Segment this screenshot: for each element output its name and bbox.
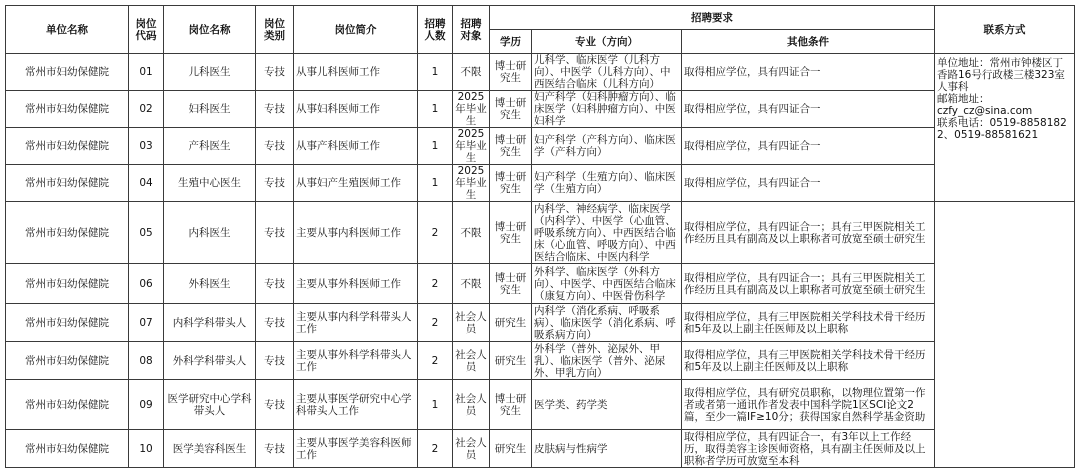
table-row (6, 264, 1075, 304)
cell-category: 专技 (256, 380, 294, 430)
cell-other: 取得相应学位，具有三甲医院相关学科技术骨干经历和5年及以上副主任医师及以上职称 (682, 304, 935, 342)
cell-position: 外科学科带头人 (164, 342, 256, 380)
header-intro: 岗位简介 (294, 6, 418, 54)
cell-intro: 主要从事医学研究中心学科带头人工作 (294, 380, 418, 430)
cell-category: 专技 (256, 128, 294, 165)
cell-education: 博士研究生 (490, 264, 532, 304)
cell-position: 外科医生 (164, 264, 256, 304)
cell-target: 不限 (453, 54, 490, 91)
cell-category: 专技 (256, 430, 294, 468)
cell-position: 产科医生 (164, 128, 256, 165)
cell-count: 1 (418, 54, 453, 91)
cell-major: 外科学（普外、泌尿外、甲乳）、临床医学（普外、泌尿外、甲乳方向） (532, 342, 682, 380)
cell-position: 儿科医生 (164, 54, 256, 91)
header-category: 岗位 类别 (256, 6, 294, 54)
table-row (6, 304, 1075, 342)
cell-education: 博士研究生 (490, 380, 532, 430)
cell-category: 专技 (256, 304, 294, 342)
cell-education: 研究生 (490, 342, 532, 380)
cell-education: 博士研究生 (490, 202, 532, 264)
contact-phone: 联系电话：0519-88581822、0519-88581621 (937, 117, 1067, 141)
cell-category: 专技 (256, 54, 294, 91)
cell-target: 不限 (453, 264, 490, 304)
header-education: 学历 (490, 30, 532, 54)
cell-position: 内科学科带头人 (164, 304, 256, 342)
cell-major: 妇产科学（生殖方向）、临床医学（生殖方向） (532, 165, 682, 202)
cell-position: 妇科医生 (164, 91, 256, 128)
cell-target: 不限 (453, 202, 490, 264)
cell-code: 03 (129, 128, 164, 165)
cell-major: 外科学、临床医学（外科方向）、中医学、中西医结合临床（康复方向）、中医骨伤科学 (532, 264, 682, 304)
cell-intro: 主要从事内科学科带头人工作 (294, 304, 418, 342)
cell-unit: 常州市妇幼保健院 (6, 165, 129, 202)
cell-education: 博士研究生 (490, 128, 532, 165)
header-other: 其他条件 (682, 30, 935, 54)
cell-other: 取得相应学位，具有四证合一；具有三甲医院相关工作经历且具有副高及以上职称者可放宽至硕士研究生 (682, 264, 935, 304)
cell-intro: 主要从事内科医师工作 (294, 202, 418, 264)
cell-unit: 常州市妇幼保健院 (6, 128, 129, 165)
cell-count: 2 (418, 304, 453, 342)
contact-cell (935, 54, 1075, 202)
cell-major: 儿科学、临床医学（儿科方向）、中医学（儿科方向）、中西医结合临床（儿科方向） (532, 54, 682, 91)
cell-position: 生殖中心医生 (164, 165, 256, 202)
cell-category: 专技 (256, 165, 294, 202)
cell-intro: 从事妇产生殖医师工作 (294, 165, 418, 202)
cell-code: 06 (129, 264, 164, 304)
cell-count: 1 (418, 380, 453, 430)
table-row (6, 128, 1075, 165)
cell-target: 社会人员 (453, 380, 490, 430)
cell-unit: 常州市妇幼保健院 (6, 91, 129, 128)
header-requirements: 招聘要求 (490, 6, 935, 30)
cell-count: 1 (418, 165, 453, 202)
cell-count: 1 (418, 91, 453, 128)
header-code: 岗位 代码 (129, 6, 164, 54)
cell-unit: 常州市妇幼保健院 (6, 380, 129, 430)
cell-count: 2 (418, 430, 453, 468)
cell-code: 08 (129, 342, 164, 380)
header-position: 岗位名称 (164, 6, 256, 54)
cell-count: 2 (418, 264, 453, 304)
cell-intro: 主要从事医学美容科医师工作 (294, 430, 418, 468)
cell-major: 内科学（消化系病、呼吸系病）、临床医学（消化系病、呼吸系病方向） (532, 304, 682, 342)
cell-code: 09 (129, 380, 164, 430)
header-major: 专业（方向） (532, 30, 682, 54)
cell-code: 10 (129, 430, 164, 468)
cell-other: 取得相应学位，具有四证合一 (682, 91, 935, 128)
header-unit: 单位名称 (6, 6, 129, 54)
cell-category: 专技 (256, 91, 294, 128)
cell-position: 内科医生 (164, 202, 256, 264)
cell-other: 取得相应学位，具有四证合一；具有三甲医院相关工作经历且具有副高及以上职称者可放宽至硕士研究生 (682, 202, 935, 264)
cell-major: 医学类、药学类 (532, 380, 682, 430)
cell-major: 皮肤病与性病学 (532, 430, 682, 468)
cell-count: 2 (418, 342, 453, 380)
cell-unit: 常州市妇幼保健院 (6, 430, 129, 468)
cell-education: 研究生 (490, 304, 532, 342)
cell-position: 医学美容科医生 (164, 430, 256, 468)
table-row (6, 165, 1075, 202)
cell-intro: 主要从事外科医师工作 (294, 264, 418, 304)
cell-code: 02 (129, 91, 164, 128)
table-row (6, 91, 1075, 128)
cell-other: 取得相应学位，具有四证合一，有3年以上工作经历，取得美容主诊医师资格，具有副主任医师及以上职称者学历可放宽至本科 (682, 430, 935, 468)
contact-email-label: 邮箱地址： (937, 93, 990, 105)
cell-count: 1 (418, 128, 453, 165)
table-row (6, 430, 1075, 468)
cell-unit: 常州市妇幼保健院 (6, 202, 129, 264)
cell-major: 妇产科学（妇科肿瘤方向）、临床医学（妇科肿瘤方向）、中医妇科学 (532, 91, 682, 128)
cell-count: 2 (418, 202, 453, 264)
cell-unit: 常州市妇幼保健院 (6, 264, 129, 304)
cell-category: 专技 (256, 202, 294, 264)
contact-address: 单位地址：常州市钟楼区丁香路16号行政楼三楼323室人事科 (937, 57, 1065, 93)
table-row (6, 54, 1075, 91)
cell-major: 内科学、神经病学、临床医学（内科学）、中医学（心血管、呼吸系统方向）、中西医结合临床（心血管、呼吸方向）、中西医结合临床、中医内科学 (532, 202, 682, 264)
cell-unit: 常州市妇幼保健院 (6, 342, 129, 380)
cell-target: 2025年毕业生 (453, 128, 490, 165)
cell-code: 05 (129, 202, 164, 264)
header-contact: 联系方式 (935, 6, 1075, 54)
cell-education: 博士研究生 (490, 91, 532, 128)
cell-code: 04 (129, 165, 164, 202)
cell-other: 取得相应学位，具有三甲医院相关学科技术骨干经历和5年及以上副主任医师及以上职称 (682, 342, 935, 380)
cell-category: 专技 (256, 342, 294, 380)
recruitment-table (5, 5, 1075, 468)
cell-intro: 从事妇科医师工作 (294, 91, 418, 128)
cell-other: 取得相应学位，具有四证合一 (682, 165, 935, 202)
table-row (6, 380, 1075, 430)
cell-target: 2025年毕业生 (453, 91, 490, 128)
contact-empty (935, 202, 1075, 468)
cell-code: 07 (129, 304, 164, 342)
cell-intro: 从事儿科医师工作 (294, 54, 418, 91)
cell-target: 社会人员 (453, 430, 490, 468)
cell-education: 博士研究生 (490, 165, 532, 202)
contact-email[interactable]: czfy_cz@sina.com (937, 105, 1033, 117)
cell-target: 社会人员 (453, 304, 490, 342)
cell-target: 社会人员 (453, 342, 490, 380)
table-row (6, 202, 1075, 264)
cell-other: 取得相应学位，具有四证合一 (682, 128, 935, 165)
cell-unit: 常州市妇幼保健院 (6, 304, 129, 342)
cell-code: 01 (129, 54, 164, 91)
cell-position: 医学研究中心学科带头人 (164, 380, 256, 430)
header-target: 招聘 对象 (453, 6, 490, 54)
header-count: 招聘 人数 (418, 6, 453, 54)
cell-unit: 常州市妇幼保健院 (6, 54, 129, 91)
cell-other: 取得相应学位，具有四证合一 (682, 54, 935, 91)
cell-category: 专技 (256, 264, 294, 304)
cell-education: 研究生 (490, 430, 532, 468)
cell-major: 妇产科学（产科方向）、临床医学（产科方向） (532, 128, 682, 165)
cell-education: 博士研究生 (490, 54, 532, 91)
cell-intro: 从事产科医师工作 (294, 128, 418, 165)
cell-intro: 主要从事外科学科带头人工作 (294, 342, 418, 380)
cell-target: 2025年毕业生 (453, 165, 490, 202)
cell-other: 取得相应学位，具有研究员职称，以物理位置第一作者或者第一通讯作者发表中国科学院1区SCI论文2篇，至少一篇IF≥10分；获得国家自然科学基金资助 (682, 380, 935, 430)
table-row (6, 342, 1075, 380)
